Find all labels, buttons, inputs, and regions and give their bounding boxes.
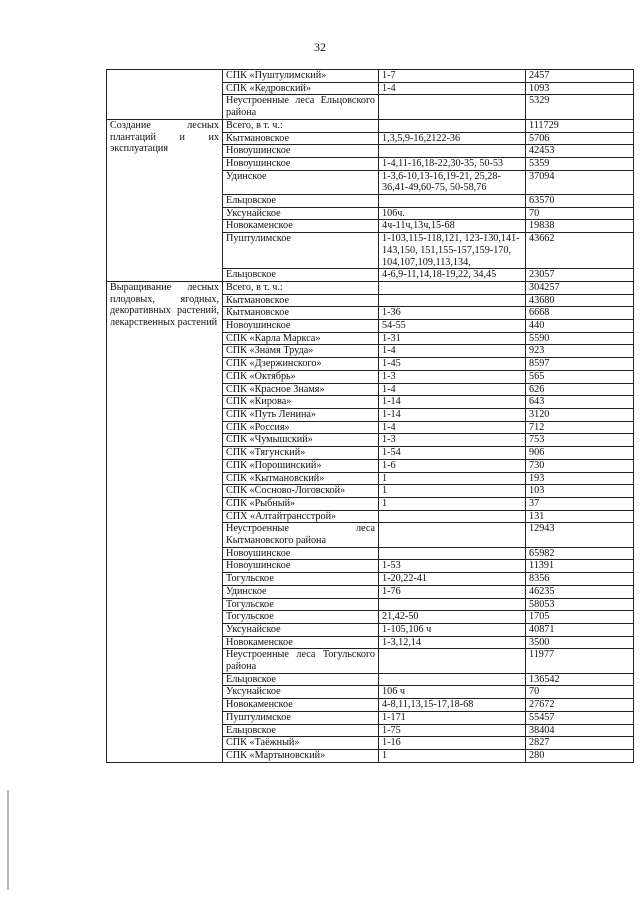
- cell-area: 2827: [526, 737, 634, 750]
- cell-area: 440: [526, 320, 634, 333]
- cell-name: СПК «Октябрь»: [223, 370, 379, 383]
- cell-quarters: 1: [379, 472, 526, 485]
- cell-quarters: 106 ч: [379, 686, 526, 699]
- cell-name: Ельцовское: [223, 195, 379, 208]
- cell-area: 40871: [526, 623, 634, 636]
- cell-area: 38404: [526, 724, 634, 737]
- cell-quarters: 1-7: [379, 70, 526, 83]
- table-row: [107, 119, 634, 132]
- cell-quarters: 1-4: [379, 345, 526, 358]
- cell-area: 42453: [526, 145, 634, 158]
- cell-name: Тогульское: [223, 573, 379, 586]
- cell-area: 55457: [526, 711, 634, 724]
- cell-quarters: 106ч.: [379, 207, 526, 220]
- cell-quarters: 1-4: [379, 82, 526, 95]
- cell-name: Всего, в т. ч.:: [223, 119, 379, 132]
- cell-quarters: 1-20,22-41: [379, 573, 526, 586]
- cell-quarters: 1: [379, 749, 526, 762]
- cell-area: 46235: [526, 585, 634, 598]
- category-cell: Создание лесных плантаций и их эксплуатация: [107, 119, 223, 281]
- cell-quarters: 1-3,6-10,13-16,19-21, 25,28-36,41-49,60-75, 50-58,76: [379, 170, 526, 194]
- cell-name: Новокаменское: [223, 636, 379, 649]
- cell-name: СПК «Порошинский»: [223, 459, 379, 472]
- cell-name: Тогульское: [223, 598, 379, 611]
- cell-name: Новоушинское: [223, 157, 379, 170]
- table-row: [107, 70, 634, 83]
- cell-name: Новокаменское: [223, 220, 379, 233]
- cell-area: 58053: [526, 598, 634, 611]
- cell-area: 280: [526, 749, 634, 762]
- cell-quarters: 1-4: [379, 383, 526, 396]
- cell-area: 11391: [526, 560, 634, 573]
- cell-area: 111729: [526, 119, 634, 132]
- cell-quarters: [379, 598, 526, 611]
- cell-name: Новоушинское: [223, 560, 379, 573]
- category-cell: Выращивание лесных плодовых, ягодных, декоративных растений, лекарственных растений: [107, 281, 223, 762]
- cell-quarters: 1-6: [379, 459, 526, 472]
- cell-quarters: [379, 195, 526, 208]
- cell-area: 19838: [526, 220, 634, 233]
- cell-quarters: 1-14: [379, 396, 526, 409]
- cell-name: Удинское: [223, 170, 379, 194]
- cell-quarters: [379, 294, 526, 307]
- cell-name: Неустроенные леса Тогульского района: [223, 649, 379, 673]
- cell-name: Новоушинское: [223, 547, 379, 560]
- cell-quarters: [379, 281, 526, 294]
- cell-area: 193: [526, 472, 634, 485]
- cell-area: 2457: [526, 70, 634, 83]
- cell-area: 65982: [526, 547, 634, 560]
- cell-quarters: [379, 523, 526, 547]
- cell-area: 304257: [526, 281, 634, 294]
- cell-area: 8597: [526, 358, 634, 371]
- scan-edge-mark: [7, 790, 9, 890]
- cell-name: Всего, в т. ч.:: [223, 281, 379, 294]
- cell-quarters: 1-31: [379, 332, 526, 345]
- cell-area: 730: [526, 459, 634, 472]
- cell-area: 3500: [526, 636, 634, 649]
- cell-name: СПК «Мартыновский»: [223, 749, 379, 762]
- cell-name: Кытмановское: [223, 294, 379, 307]
- cell-quarters: [379, 119, 526, 132]
- cell-name: Уксунайское: [223, 623, 379, 636]
- cell-area: 5329: [526, 95, 634, 119]
- cell-name: Ельцовское: [223, 724, 379, 737]
- cell-quarters: 1-103,115-118,121, 123-130,141-143,150, 151,155-157,159-170, 104,107,109,113,134,: [379, 233, 526, 269]
- cell-area: 11977: [526, 649, 634, 673]
- cell-name: Ельцовское: [223, 673, 379, 686]
- cell-quarters: 4-6,9-11,14,18-19,22, 34,45: [379, 269, 526, 282]
- cell-area: 37094: [526, 170, 634, 194]
- cell-area: 12943: [526, 523, 634, 547]
- cell-name: СПК «Сосново-Логовской»: [223, 485, 379, 498]
- cell-area: 712: [526, 421, 634, 434]
- cell-area: 70: [526, 686, 634, 699]
- cell-quarters: 54-55: [379, 320, 526, 333]
- cell-name: Уксунайское: [223, 686, 379, 699]
- cell-area: 37: [526, 497, 634, 510]
- cell-area: 923: [526, 345, 634, 358]
- cell-name: СПК «Красное Знамя»: [223, 383, 379, 396]
- cell-area: 1093: [526, 82, 634, 95]
- cell-area: 1705: [526, 611, 634, 624]
- cell-name: Новоушинское: [223, 320, 379, 333]
- cell-name: Удинское: [223, 585, 379, 598]
- cell-name: Уксунайское: [223, 207, 379, 220]
- cell-quarters: [379, 145, 526, 158]
- cell-name: СПК «Кедровский»: [223, 82, 379, 95]
- table-row: [107, 281, 634, 294]
- cell-area: 3120: [526, 408, 634, 421]
- cell-area: 565: [526, 370, 634, 383]
- cell-area: 27672: [526, 699, 634, 712]
- cell-name: Неустроенные леса Кытмановского района: [223, 523, 379, 547]
- cell-quarters: 1,3,5,9-16,2122-36: [379, 132, 526, 145]
- cell-name: СПК «Пуштулимский»: [223, 70, 379, 83]
- cell-quarters: 1-3: [379, 370, 526, 383]
- cell-quarters: 1-75: [379, 724, 526, 737]
- cell-area: 136542: [526, 673, 634, 686]
- cell-name: СПК «Тягунский»: [223, 447, 379, 460]
- cell-quarters: 1-53: [379, 560, 526, 573]
- cell-name: Пуштулимское: [223, 233, 379, 269]
- cell-quarters: [379, 95, 526, 119]
- cell-name: СПК «Чумышский»: [223, 434, 379, 447]
- cell-area: 131: [526, 510, 634, 523]
- cell-area: 626: [526, 383, 634, 396]
- cell-name: СПК «Кирова»: [223, 396, 379, 409]
- cell-quarters: 1-3,12,14: [379, 636, 526, 649]
- cell-quarters: 1: [379, 485, 526, 498]
- cell-name: Новоушинское: [223, 145, 379, 158]
- cell-name: Ельцовское: [223, 269, 379, 282]
- cell-area: 906: [526, 447, 634, 460]
- cell-area: 643: [526, 396, 634, 409]
- cell-quarters: 1-36: [379, 307, 526, 320]
- cell-name: СПК «Россия»: [223, 421, 379, 434]
- cell-quarters: 1-76: [379, 585, 526, 598]
- cell-quarters: 4ч-11ч,13ч,15-68: [379, 220, 526, 233]
- cell-name: Кытмановское: [223, 307, 379, 320]
- cell-name: СПК «Карла Маркса»: [223, 332, 379, 345]
- cell-quarters: [379, 510, 526, 523]
- cell-area: 6668: [526, 307, 634, 320]
- cell-area: 43662: [526, 233, 634, 269]
- cell-name: Неустроенные леса Ельцовского района: [223, 95, 379, 119]
- cell-area: 70: [526, 207, 634, 220]
- cell-area: 8356: [526, 573, 634, 586]
- cell-quarters: 1-54: [379, 447, 526, 460]
- cell-name: Тогульское: [223, 611, 379, 624]
- cell-name: Кытмановское: [223, 132, 379, 145]
- cell-area: 43680: [526, 294, 634, 307]
- cell-quarters: 1-14: [379, 408, 526, 421]
- cell-quarters: 1-16: [379, 737, 526, 750]
- cell-area: 103: [526, 485, 634, 498]
- table-body: [107, 70, 634, 763]
- cell-area: 5706: [526, 132, 634, 145]
- cell-name: СПК «Дзержинского»: [223, 358, 379, 371]
- cell-name: Пуштулимское: [223, 711, 379, 724]
- cell-name: СПК «Путь Ленина»: [223, 408, 379, 421]
- cell-quarters: [379, 649, 526, 673]
- page-number: 32: [314, 40, 326, 54]
- cell-name: Новокаменское: [223, 699, 379, 712]
- cell-quarters: 1-3: [379, 434, 526, 447]
- cell-name: СПК «Рыбный»: [223, 497, 379, 510]
- cell-quarters: 1: [379, 497, 526, 510]
- cell-quarters: 1-105,106 ч: [379, 623, 526, 636]
- cell-quarters: [379, 673, 526, 686]
- cell-quarters: 4-8,11,13,15-17,18-68: [379, 699, 526, 712]
- cell-quarters: 21,42-50: [379, 611, 526, 624]
- cell-area: 23057: [526, 269, 634, 282]
- cell-name: СПК «Знамя Труда»: [223, 345, 379, 358]
- cell-quarters: [379, 547, 526, 560]
- cell-area: 5590: [526, 332, 634, 345]
- cell-area: 753: [526, 434, 634, 447]
- cell-quarters: 1-171: [379, 711, 526, 724]
- cell-area: 63570: [526, 195, 634, 208]
- category-cell: [107, 70, 223, 120]
- cell-quarters: 1-45: [379, 358, 526, 371]
- cell-quarters: 1-4,11-16,18-22,30-35, 50-53: [379, 157, 526, 170]
- cell-quarters: 1-4: [379, 421, 526, 434]
- forest-use-table: [106, 69, 634, 763]
- cell-area: 5359: [526, 157, 634, 170]
- cell-name: СПК «Кытмановский»: [223, 472, 379, 485]
- cell-name: СПК «Таёжный»: [223, 737, 379, 750]
- cell-name: СПХ «Алтайтрансстрой»: [223, 510, 379, 523]
